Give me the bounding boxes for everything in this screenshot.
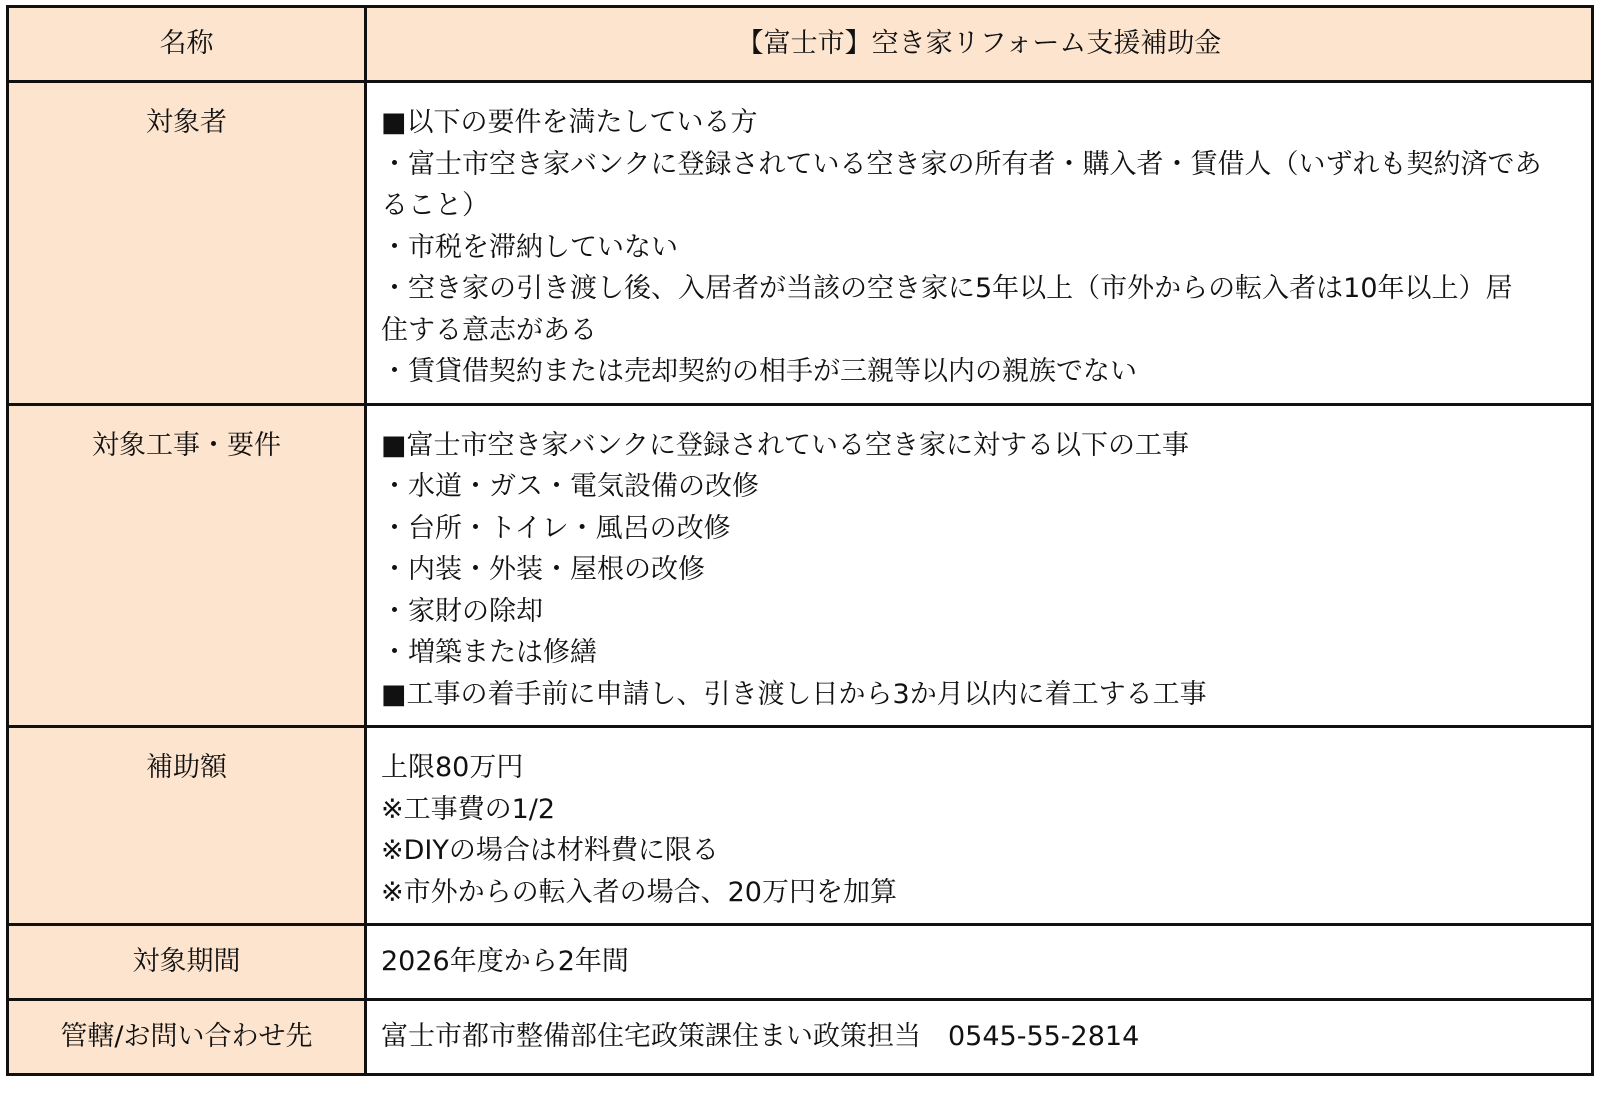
row-label-works: 対象工事・要件 — [8, 404, 366, 727]
header-label-cell: 名称 — [8, 7, 366, 82]
list-item: 富士市都市整備部住宅政策課住まい政策担当 0545-55-2814 — [381, 1021, 1140, 1053]
list-item: ・台所・トイレ・風呂の改修 — [381, 512, 731, 544]
row-value-contact — [366, 1000, 1593, 1075]
list-item: ※市外からの転入者の場合、20万円を加算 — [381, 876, 897, 908]
subsidy-info-table — [6, 5, 1594, 1076]
row-value-amount — [366, 727, 1593, 925]
list-item: ・空き家の引き渡し後、入居者が当該の空き家に5年以上（市外からの転入者は10年以上）居 — [381, 273, 1513, 304]
list-item: ・増築または修繕 — [381, 637, 597, 668]
list-item: ること） — [381, 190, 489, 221]
list-item: ・富士市空き家バンクに登録されている空き家の所有者・購入者・賃借人（いずれも契約済であ — [381, 148, 1542, 180]
table-row-works — [8, 404, 1593, 727]
row-value-eligibility — [366, 82, 1593, 405]
row-label-contact: 管轄/お問い合わせ先 — [8, 1000, 366, 1075]
table-header-row — [8, 7, 1593, 82]
row-label-eligibility: 対象者 — [8, 82, 366, 405]
row-label-period: 対象期間 — [8, 925, 366, 1000]
list-item: 2026年度から2年間 — [381, 946, 629, 978]
row-label-amount: 補助額 — [8, 727, 366, 925]
header-title-cell: 【富士市】空き家リフォーム支援補助金 — [366, 7, 1593, 82]
list-item: 上限80万円 — [381, 752, 524, 783]
table-row-contact — [8, 1000, 1593, 1075]
list-item: ・市税を滞納していない — [381, 231, 678, 263]
list-item: ・家財の除却 — [381, 595, 543, 627]
list-item: ※工事費の1/2 — [381, 793, 556, 825]
table-row-period — [8, 925, 1593, 1000]
row-value-works — [366, 404, 1593, 727]
table-row-eligibility — [8, 82, 1593, 405]
list-item: ・内装・外装・屋根の改修 — [381, 554, 705, 585]
list-item: ■富士市空き家バンクに登録されている空き家に対する以下の工事 — [381, 429, 1189, 461]
list-item: ※DIYの場合は材料費に限る — [381, 835, 719, 866]
list-item: ・水道・ガス・電気設備の改修 — [381, 471, 759, 502]
list-item: ■工事の着手前に申請し、引き渡し日から3か月以内に着工する工事 — [381, 678, 1207, 710]
list-item: ■以下の要件を満たしている方 — [381, 107, 758, 138]
list-item: 住する意志がある — [381, 314, 597, 346]
table-row-amount — [8, 727, 1593, 925]
row-value-period — [366, 925, 1593, 1000]
list-item: ・賃貸借契約または売却契約の相手が三親等以内の親族でない — [381, 356, 1137, 387]
